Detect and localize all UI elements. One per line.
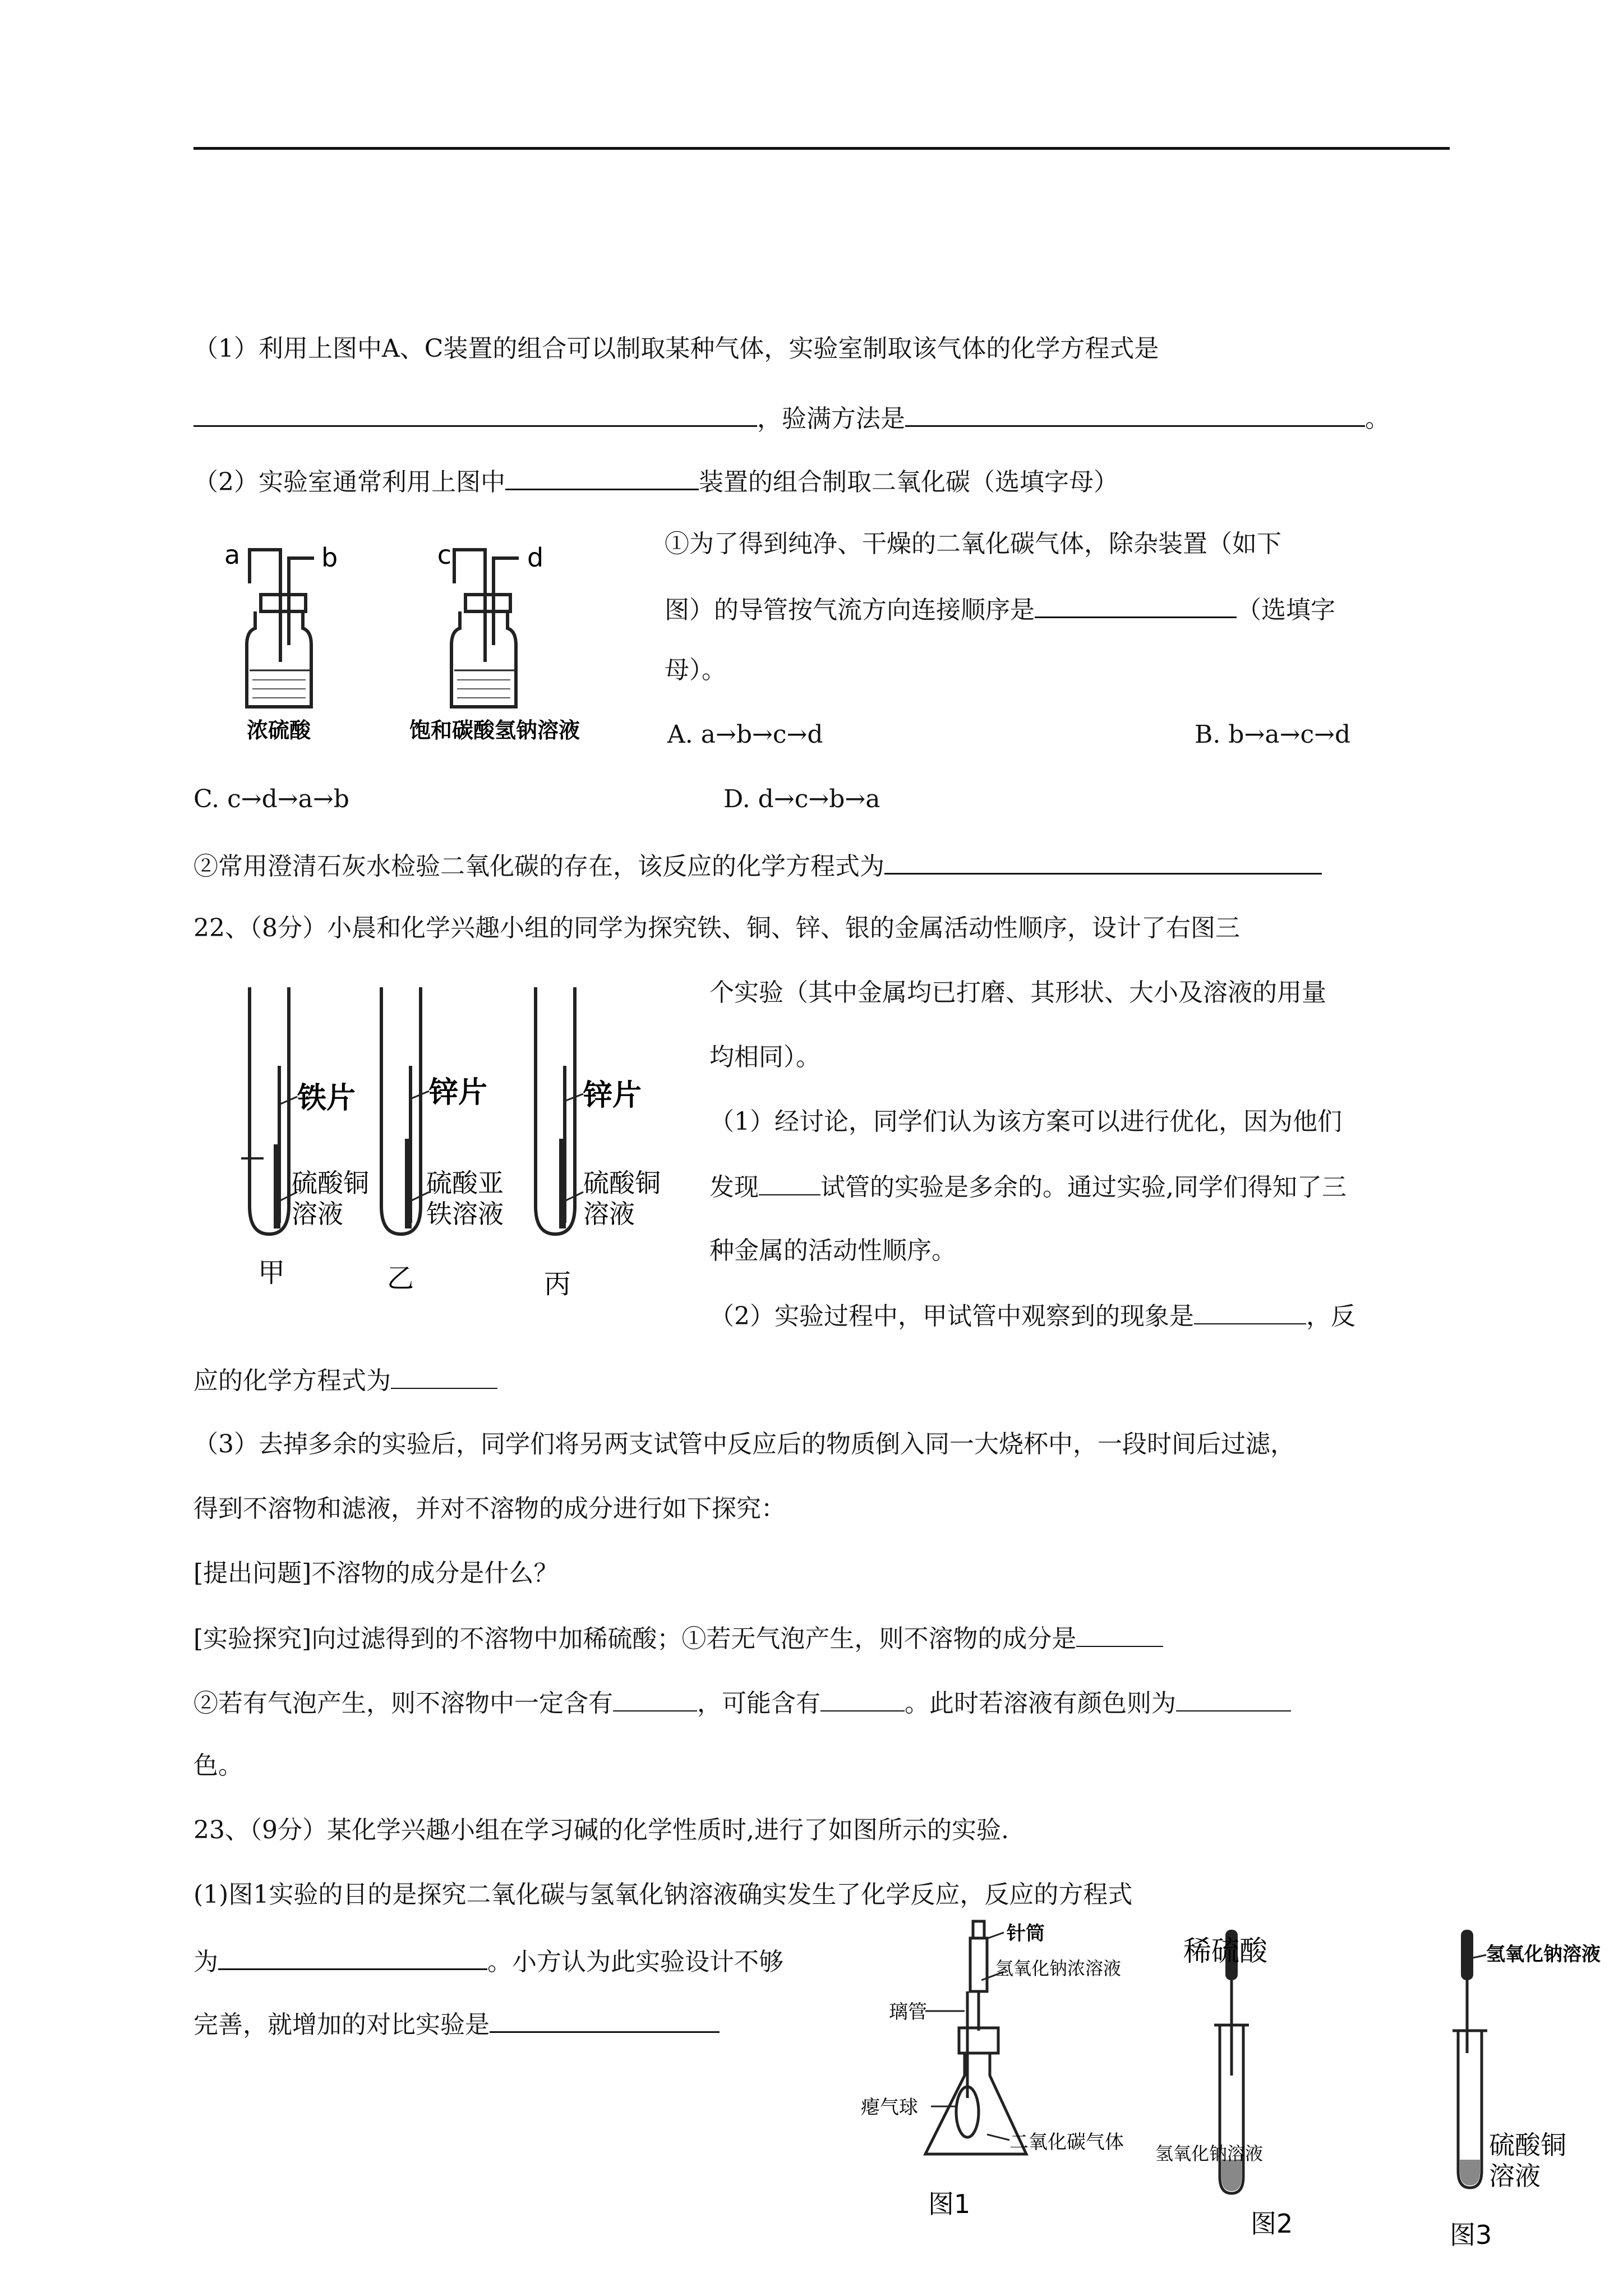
fig2-caption: 图2: [1251, 2208, 1293, 2239]
tube2-name: 乙: [387, 1263, 414, 1294]
fig3-naoh-label: 氢氧化钠溶液: [1486, 1943, 1601, 1966]
option-a[interactable]: A. a→b→c→d: [667, 720, 823, 749]
q22-question: [提出问题]不溶物的成分是什么？: [193, 1559, 559, 1588]
tube1-metal: 铁片: [297, 1082, 356, 1115]
q22-part1a: （1）经讨论，同学们认为该方案可以进行优化，因为他们: [709, 1107, 1342, 1136]
bottle1-label: 浓硫酸: [247, 718, 311, 743]
q21-sub1-line1: ①为了得到纯净、干燥的二氧化碳气体，除杂装置（如下: [665, 530, 1281, 558]
label-b: b: [321, 542, 338, 573]
q22-experiment: [实验探究]向过滤得到的不溶物中加稀硫酸；①若无气泡产生，则不溶物的成分是: [193, 1621, 1163, 1656]
answer-blank[interactable]: [218, 1943, 487, 1970]
answer-blank[interactable]: [1035, 591, 1237, 618]
q22-line2: 个实验（其中金属均已打磨、其形状、大小及溶液的用量: [709, 978, 1326, 1007]
tube3-metal: 锌片: [583, 1079, 642, 1112]
tube1-name: 甲: [258, 1257, 285, 1289]
answer-blank[interactable]: [820, 1686, 905, 1711]
q23-part1c: 完善，就增加的对比实验是: [193, 2005, 720, 2042]
tube2-metal: 锌片: [429, 1076, 488, 1110]
q21-part1: （1）利用上图中A、C装置的组合可以制取某种气体，实验室制取该气体的化学方程式是: [193, 334, 1159, 363]
header-rule: [193, 147, 1450, 150]
fig2-base-label: 氢氧化钠溶液: [1155, 2143, 1264, 2164]
q22-part1b: 发现 试管的实验是多余的。通过实验,同学们得知了三: [709, 1170, 1347, 1204]
figure-1: [858, 1913, 1195, 2249]
option-c[interactable]: C. c→d→a→b: [193, 785, 349, 813]
tube3-sol2: 溶液: [583, 1199, 635, 1229]
label-c: c: [437, 540, 451, 570]
q21-part1-cont: ，验满方法是 。: [193, 399, 1390, 436]
dropper-bulb: [1461, 1930, 1473, 1980]
tube1-sol2: 溶液: [292, 1199, 343, 1229]
tube2-sol2: 铁溶液: [426, 1199, 504, 1229]
q22-part1c: 种金属的活动性顺序。: [709, 1236, 956, 1265]
fig3-sol2: 溶液: [1489, 2161, 1541, 2191]
answer-blank[interactable]: [193, 399, 757, 427]
q22-part3a: （3）去掉多余的实验后，同学们将另两支试管中反应后的物质倒入同一大烧杯中，一段时间后过滤，: [193, 1430, 1295, 1458]
label-d: d: [527, 542, 544, 573]
fig1-co2-label: 二氧化碳气体: [1009, 2131, 1124, 2154]
answer-blank[interactable]: [490, 2005, 720, 2033]
option-d[interactable]: D. d→c→b→a: [723, 785, 880, 813]
fig1-syringe-label: 针筒: [1007, 1922, 1045, 1945]
fig3-caption: 图3: [1450, 2220, 1492, 2250]
label-a: a: [224, 540, 241, 570]
fig1-tube-label: 璃管: [889, 2001, 927, 2023]
q22-case2-end: 色。: [193, 1751, 243, 1780]
answer-blank[interactable]: [613, 1686, 697, 1711]
q21-sub1-line3: 母）。: [665, 656, 726, 684]
q23-part1: (1)图1实验的目的是探究二氧化碳与氢氧化钠溶液确实发生了化学反应，反应的方程式: [193, 1880, 1133, 1909]
tube1-sol1: 硫酸铜: [292, 1168, 369, 1198]
q23-heading: 23、（9分）某化学兴趣小组在学习碱的化学性质时,进行了如图所示的实验.: [193, 1816, 1009, 1844]
q21-sub1-line2: 图）的导管按气流方向连接顺序是 （选填字: [665, 591, 1335, 627]
test-tubes-figure: [219, 976, 695, 1313]
fig2-acid-label: 稀硫酸: [1183, 1935, 1267, 1967]
answer-blank[interactable]: [391, 1363, 497, 1389]
figure-3: [1427, 1913, 1618, 2261]
q22-part2b: 应的化学方程式为: [193, 1363, 497, 1398]
q22-part3b: 得到不溶物和滤液，并对不溶物的成分进行如下探究：: [193, 1494, 786, 1523]
answer-blank[interactable]: [905, 399, 1365, 427]
fig1-balloon-label: 瘪气球: [861, 2096, 918, 2119]
tube3-name: 丙: [544, 1268, 571, 1300]
fig1-caption: 图1: [928, 2189, 971, 2219]
tube3-sol1: 硫酸铜: [583, 1168, 661, 1198]
answer-blank[interactable]: [1194, 1299, 1306, 1324]
fig1-naoh-label: 氢氧化钠浓溶液: [995, 1958, 1122, 1979]
bottle2-label: 饱和碳酸氢钠溶液: [409, 718, 580, 743]
q21-sub2: ②常用澄清石灰水检验二氧化碳的存在，该反应的化学方程式为: [193, 847, 1322, 884]
answer-blank[interactable]: [1076, 1621, 1163, 1647]
answer-blank[interactable]: [884, 847, 1322, 875]
q21-part2: （2）实验室通常利用上图中 装置的组合制取二氧化碳（选填字母）: [193, 463, 1118, 499]
tube2-sol1: 硫酸亚: [426, 1168, 504, 1198]
q22-case2: ②若有气泡产生，则不溶物中一定含有 ，可能含有 。此时若溶液有颜色则为: [193, 1686, 1291, 1720]
q23-part1b: 为 。小方认为此实验设计不够: [193, 1943, 783, 1979]
figure-2: [1152, 1913, 1366, 2249]
fig3-sol1: 硫酸铜: [1489, 2130, 1566, 2160]
option-b[interactable]: B. b→a→c→d: [1195, 720, 1351, 749]
q22-part2a: （2）实验过程中，甲试管中观察到的现象是 ，反: [709, 1299, 1355, 1333]
q22-heading: 22、（8分）小晨和化学兴趣小组的同学为探究铁、铜、锌、银的金属活动性顺序，设计了右图三: [193, 914, 1240, 942]
q22-line3: 均相同）。: [709, 1043, 820, 1071]
answer-blank[interactable]: [759, 1170, 820, 1195]
answer-blank[interactable]: [505, 463, 699, 490]
answer-blank[interactable]: [1176, 1686, 1291, 1711]
gas-washing-bottles-figure: [222, 533, 637, 746]
